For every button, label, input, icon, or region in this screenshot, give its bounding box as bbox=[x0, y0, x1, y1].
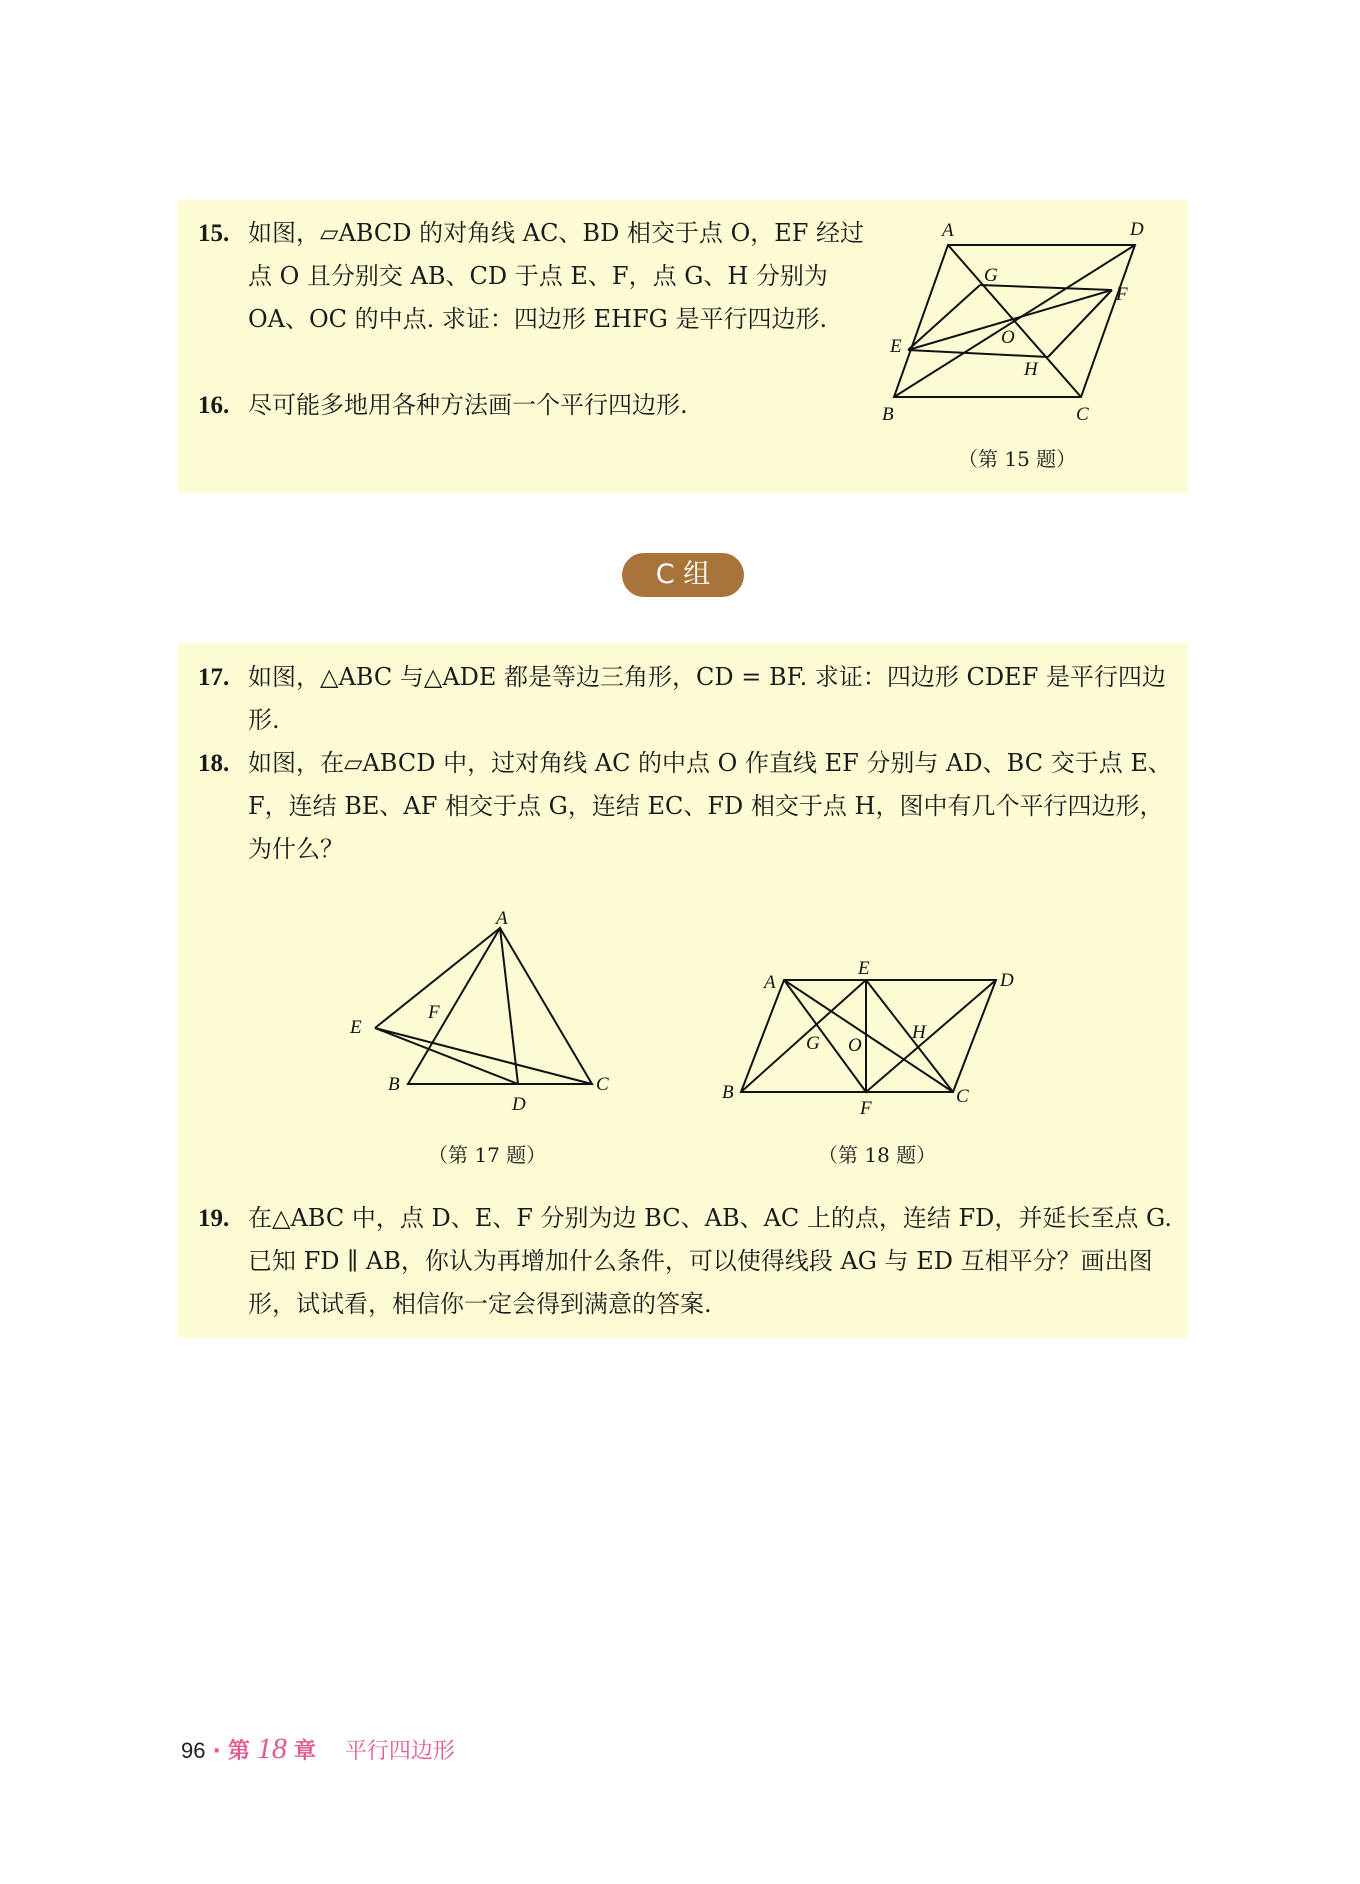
label-c: C bbox=[956, 1086, 969, 1107]
caption-fig-18: （第 18 题） bbox=[818, 1143, 937, 1167]
label-e: E bbox=[890, 336, 902, 357]
label-b: B bbox=[882, 404, 894, 425]
page-footer bbox=[181, 1732, 455, 1766]
label-b: B bbox=[722, 1082, 734, 1103]
label-e: E bbox=[858, 958, 870, 979]
footer-dot: · bbox=[212, 1739, 221, 1764]
label-c: C bbox=[596, 1074, 609, 1095]
problem-number: 15. bbox=[198, 220, 230, 247]
caption-fig-17: （第 17 题） bbox=[428, 1143, 547, 1167]
label-h: H bbox=[912, 1022, 926, 1043]
chapter-suffix: 章 bbox=[293, 1739, 316, 1764]
chapter-number: 18 bbox=[256, 1732, 287, 1765]
label-a: A bbox=[942, 220, 954, 241]
label-g: G bbox=[806, 1033, 820, 1054]
label-a: A bbox=[764, 972, 776, 993]
problem-number: 18. bbox=[198, 750, 230, 777]
chapter-title: 平行四边形 bbox=[344, 1739, 455, 1764]
label-h: H bbox=[1024, 359, 1038, 380]
segment-fd bbox=[866, 980, 996, 1092]
problem-text: 如图，▱ABCD 的对角线 AC、BD 相交于点 O，EF 经过点 O 且分别交 AB、CD 于点 E、F，点 G、H 分别为 OA、OC 的中点. 求证：四边形 EHFG 是平行四边形. bbox=[248, 219, 865, 333]
label-d: D bbox=[1130, 219, 1144, 240]
caption-fig-15: （第 15 题） bbox=[958, 447, 1077, 471]
group-c-badge: C 组 bbox=[622, 553, 744, 597]
segment-ec bbox=[866, 980, 953, 1092]
problem-text: 尽可能多地用各种方法画一个平行四边形. bbox=[248, 391, 688, 419]
label-a: A bbox=[496, 908, 508, 929]
label-d: D bbox=[512, 1094, 526, 1115]
problem-text: 如图，在▱ABCD 中，过对角线 AC 的中点 O 作直线 EF 分别与 AD、BC 交于点 E、F，连结 BE、AF 相交于点 G，连结 EC、FD 相交于点 H，图中有几个平行四边形，为什么？ bbox=[248, 749, 1172, 863]
problem-19 bbox=[198, 1197, 1173, 1326]
problem-text: 如图，△ABC 与△ADE 都是等边三角形，CD = BF. 求证：四边形 CDEF 是平行四边形. bbox=[248, 663, 1166, 734]
chapter-prefix: 第 bbox=[227, 1739, 250, 1764]
problem-number: 19. bbox=[198, 1205, 230, 1232]
label-c: C bbox=[1076, 404, 1089, 425]
label-d: D bbox=[1000, 970, 1014, 991]
label-g: G bbox=[984, 265, 998, 286]
label-f: F bbox=[860, 1098, 872, 1119]
label-f: F bbox=[428, 1002, 440, 1023]
page-number: 96 bbox=[181, 1738, 206, 1763]
label-b: B bbox=[388, 1074, 400, 1095]
problem-number: 17. bbox=[198, 664, 230, 691]
label-o: O bbox=[848, 1035, 862, 1056]
label-e: E bbox=[350, 1017, 362, 1038]
label-o: O bbox=[1001, 327, 1015, 348]
label-f: F bbox=[1116, 284, 1128, 305]
problem-text: 在△ABC 中，点 D、E、F 分别为边 BC、AB、AC 上的点，连结 FD，并延长至点 G. 已知 FD ∥ AB，你认为再增加什么条件，可以使得线段 AG 与 ED 互相平分？画出图形，试试看，相信你一定会得到满意的答案. bbox=[248, 1204, 1172, 1318]
problem-number: 16. bbox=[198, 392, 230, 419]
